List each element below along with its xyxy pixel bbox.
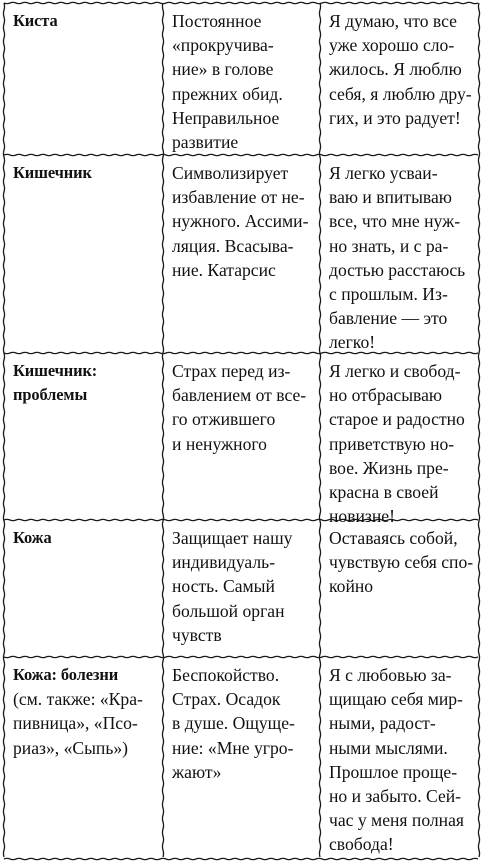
column-divider-line	[3, 3, 4, 857]
affirmation-text-line: Я с любовью за-	[329, 665, 452, 685]
cause-text-line: Защищает нашу	[172, 528, 293, 548]
glossary-table	[4, 3, 479, 859]
affirmation-text-line: Оставаясь собой,	[329, 528, 458, 548]
cause-text-line: избавление от не-	[172, 187, 305, 208]
affirmation-text-line: красна в своей	[329, 482, 439, 503]
term-text-line: проблемы	[13, 385, 88, 405]
affirmation-text-line: приветствую но-	[329, 433, 455, 454]
cause-text-line: Неправильное	[172, 107, 280, 128]
cause-text-line: жают»	[172, 761, 222, 782]
cause-cell	[172, 526, 316, 647]
affirmation-text-line: но знать, и с ра-	[329, 235, 449, 256]
cause-text-line: го отжившего	[172, 409, 276, 430]
cause-text-line: нужного. Ассими-	[172, 211, 309, 232]
cause-text-line: развитие	[172, 132, 239, 153]
affirmation-text-line: Я легко и свобод-	[329, 361, 461, 381]
affirmation-text-line: старое и радостно	[329, 409, 465, 430]
affirmation-text-line: уже хорошо сло-	[329, 35, 455, 56]
term-text-line: Кишечник	[13, 163, 92, 182]
cause-text-line: прежних обид.	[172, 83, 283, 104]
row-divider-line	[4, 2, 478, 3]
term-text-line: пивница», «Псо-	[13, 713, 138, 734]
affirmation-text-line: ными, радост-	[329, 713, 436, 734]
affirmation-text-line: свобода!	[329, 834, 394, 855]
cause-text-line: ние: «Мне угро-	[172, 737, 294, 758]
term-cell	[13, 161, 159, 185]
affirmation-text-line: жилось. Я люблю	[329, 59, 462, 80]
row-divider-line	[4, 154, 478, 155]
row-divider-line	[4, 858, 478, 859]
affirmation-text-line: ными мыслями.	[329, 737, 448, 758]
affirmation-text-line: Прошлое проще-	[329, 761, 458, 782]
affirmation-text-line: бавление — это	[329, 308, 448, 329]
affirmation-cell	[329, 526, 475, 599]
cause-text-line: и ненужного	[172, 433, 267, 454]
cause-text-line: Страх. Осадок	[172, 689, 281, 710]
cause-text-line: «прокручива-	[172, 35, 274, 56]
affirmation-text-line: Я думаю, что все	[329, 11, 457, 31]
cause-text-line: ние» в голове	[172, 59, 274, 80]
cause-cell	[172, 663, 316, 784]
affirmation-text-line: час у меня полная	[329, 810, 464, 831]
row-divider-line	[4, 656, 478, 657]
affirmation-cell	[329, 663, 475, 857]
term-cell	[13, 526, 159, 550]
cause-text-line: бавлением от все-	[172, 385, 307, 406]
cause-text-line: в душе. Ощуще-	[172, 713, 295, 734]
affirmation-cell	[329, 359, 475, 528]
cause-cell	[172, 161, 316, 282]
cause-text-line: Беспокойство.	[172, 665, 280, 685]
affirmation-text-line: чувствую себя спо-	[329, 552, 474, 573]
term-text-line: (см. также: «Кра-	[13, 689, 143, 710]
term-text-line: Кишечник:	[13, 361, 98, 380]
affirmation-text-line: все, что мне нуж-	[329, 211, 461, 232]
cause-text-line: ляция. Всасыва-	[172, 235, 294, 256]
cause-text-line: ние. Катарсис	[172, 259, 276, 280]
affirmation-text-line: койно	[329, 576, 374, 597]
term-text-line: Кожа: болезни	[13, 665, 119, 684]
cause-text-line: Страх перед из-	[172, 361, 291, 381]
affirmation-text-line: ваю и впитываю	[329, 187, 452, 208]
term-text-line: Киста	[13, 11, 58, 30]
term-text-line: риаз», «Сыпь»)	[13, 737, 129, 758]
term-cell	[13, 9, 159, 33]
affirmation-text-line: но отбрасываю	[329, 385, 443, 406]
affirmation-text-line: легко!	[329, 332, 376, 353]
column-divider-line	[162, 3, 163, 857]
cause-text-line: Символизирует	[172, 163, 289, 183]
cause-cell	[172, 359, 316, 456]
affirmation-text-line: новизне!	[329, 506, 395, 527]
cause-text-line: большой орган	[172, 600, 285, 621]
column-divider-line	[478, 3, 479, 857]
term-cell	[13, 359, 159, 407]
cause-cell	[172, 9, 316, 154]
affirmation-text-line: но и забыто. Сей-	[329, 786, 462, 807]
affirmation-cell	[329, 9, 475, 130]
cause-text-line: индивидуаль-	[172, 552, 276, 573]
affirmation-text-line: щищаю себя мир-	[329, 689, 463, 710]
affirmation-text-line: Я легко усваи-	[329, 163, 438, 183]
term-cell	[13, 663, 159, 760]
column-divider-line	[319, 3, 320, 857]
affirmation-text-line: с прошлым. Из-	[329, 284, 448, 305]
cause-text-line: Постоянное	[172, 11, 262, 31]
affirmation-text-line: гих, и это радует!	[329, 107, 461, 128]
cause-text-line: ность. Самый	[172, 576, 275, 597]
affirmation-cell	[329, 161, 475, 355]
affirmation-text-line: себя, я люблю дру-	[329, 83, 472, 104]
cause-text-line: чувств	[172, 624, 222, 645]
affirmation-text-line: вое. Жизнь пре-	[329, 457, 449, 478]
term-text-line: Кожа	[13, 528, 52, 547]
affirmation-text-line: достью расстаюсь	[329, 259, 466, 280]
